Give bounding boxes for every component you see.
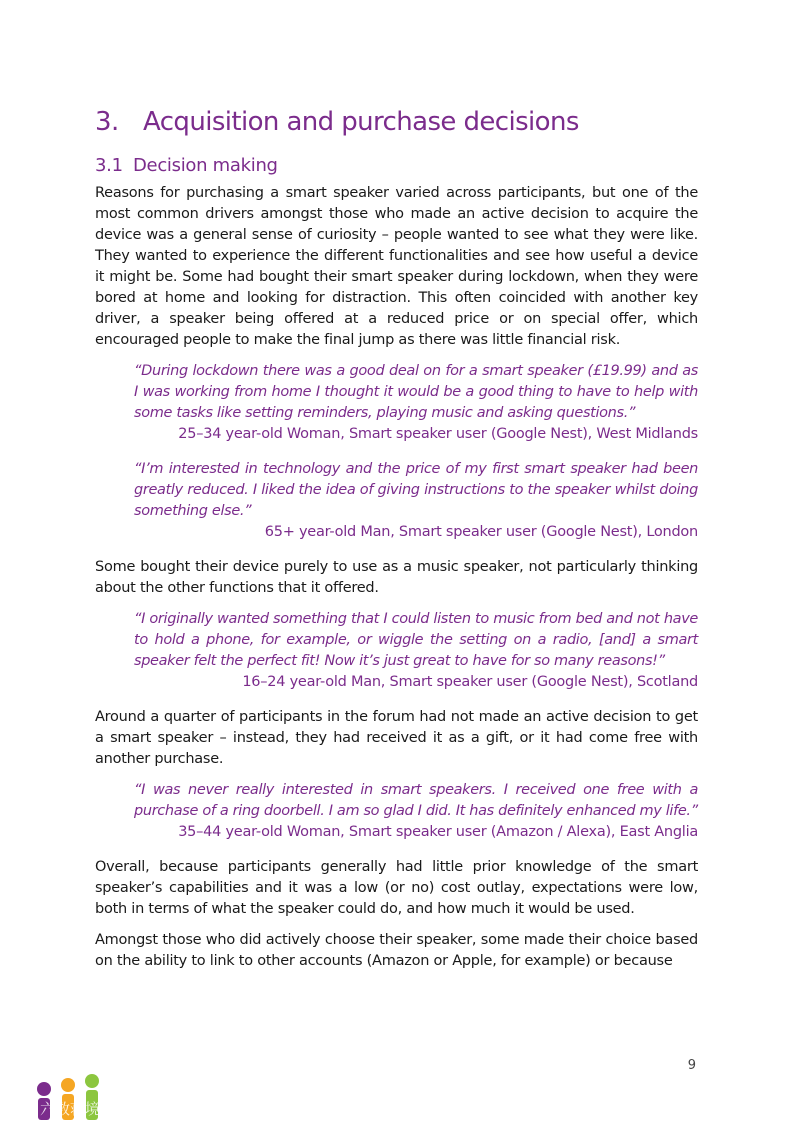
quote-text: “I’m interested in technology and the price of my first smart speaker had been greatly reduced. I liked the idea of giving instructions to the speaker whilst doing something else.” [134,461,698,519]
quote-attribution: 16–24 year-old Man, Smart speaker user (Google Nest), Scotland [242,674,698,690]
quote-text: “I was never really interested in smart speakers. I received one free with a purchase of a ring doorbell. I am so glad I did. It has definitely enhanced my life.” [134,782,698,819]
quote-block [134,609,698,693]
subsection-title: Decision making [133,155,278,176]
subsection-heading [95,153,698,179]
people-figures-logo-icon [4,1072,114,1120]
quote-text: “I originally wanted something that I could listen to music from bed and not have to hold a phone, for example, or wiggle the setting on a radio, [and] a smart speaker felt the perfect fit! Now it’s just great to have for so many reasons!” [134,611,698,669]
quote-block [134,361,698,445]
quote-attribution: 65+ year-old Man, Smart speaker user (Google Nest), London [264,524,698,540]
section-title: Acquisition and purchase decisions [143,107,579,137]
quote-attribution: 25–34 year-old Woman, Smart speaker user (Google Nest), West Midlands [178,426,698,442]
body-paragraph: Reasons for purchasing a smart speaker varied across participants, but one of the most common drivers amongst those who made an active decision to acquire the device was a general sense of curiosity – people wanted to see what they were like. They wanted to experience the different functionalities and see how useful a device it might be. Some had bought their smart speaker during lockdown, when they were bored at home and looking for distraction. This often coincided with another key driver, a speaker being offered at a reduced price or on special offer, which encouraged people to make the final jump as there was little financial risk. [95,185,698,348]
quote-block [134,780,698,843]
body-paragraph: Overall, because participants generally had little prior knowledge of the smart speaker’s capabilities and it was a low (or no) cost outlay, expectations were low, both in terms of what the speaker could do, and how much it would be used. [95,859,698,917]
quote-text: “During lockdown there was a good deal on for a smart speaker (£19.99) and as I was working from home I thought it would be a good thing to have to help with some tasks like setting reminders, playing music and asking questions.” [134,363,698,421]
section-number: 3. [95,107,119,137]
body-paragraph: Around a quarter of participants in the forum had not made an active decision to get a smart speaker – instead, they had received it as a gift, or it had come free with another purchase. [95,709,698,767]
page-number: 9 [687,1058,696,1073]
subsection-number: 3.1 [95,155,123,176]
quote-attribution: 35–44 year-old Woman, Smart speaker user (Amazon / Alexa), East Anglia [178,824,698,840]
quote-block [134,459,698,543]
body-paragraph: Some bought their device purely to use as a music speaker, not particularly thinking about the other functions that it offered. [95,559,698,596]
watermark-text: 六数蒋境 [40,1100,101,1118]
section-heading [95,100,698,144]
document-content [95,100,698,982]
body-paragraph: Amongst those who did actively choose their speaker, some made their choice based on the ability to link to other accounts (Amazon or Apple, for example) or because [95,932,698,969]
